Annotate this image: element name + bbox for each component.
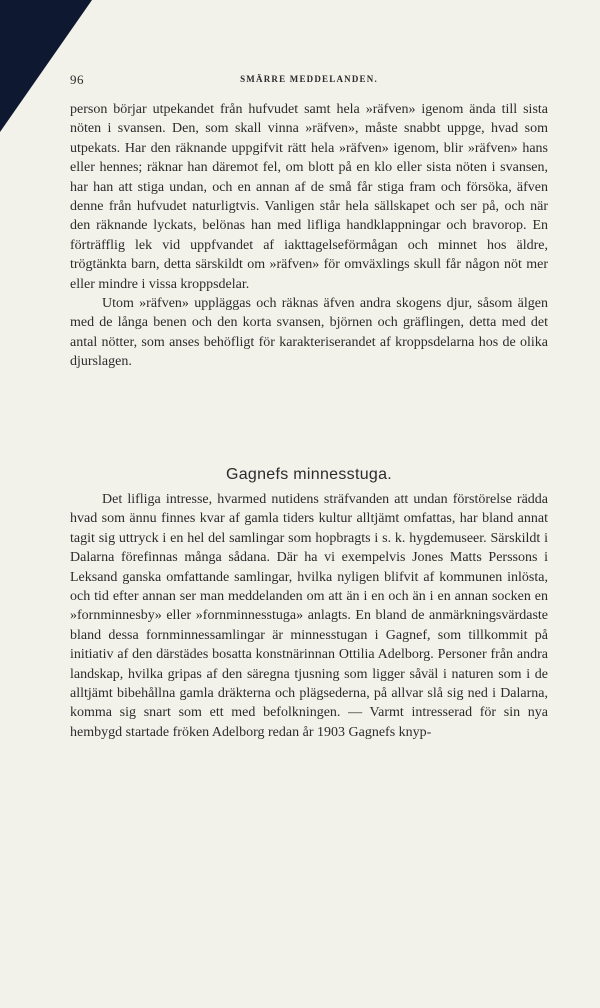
running-head: SMÄRRE MEDDELANDEN. bbox=[240, 74, 378, 84]
section-fox-game bbox=[70, 100, 548, 372]
page-number: 96 bbox=[70, 72, 84, 87]
section-gagnef bbox=[70, 490, 548, 742]
page-header bbox=[70, 72, 548, 90]
paragraph: person börjar utpekandet från hufvudet samt hela »räfven» igenom ända till sista nöten i svansen. Den, som skall vinna »räfven», måste snabbt uppge, hvad som utpekats. Har den räknande uppgifvit rätt hela »räfven» igenom, blir »räfven» hans eller hennes; räknar han däremot fel, om blott på en klo eller sista nöten i svansen, har han att stiga undan, och en annan af de små får stiga fram och försöka, äfven denne från hufvudet naturligtvis. Vanligen står hela sällskapet och ser på, och när den räknande lyckats, belönas han med lifliga handklappningar och bravorop. En förträfflig lek vid uppfvandet af iakttagelseförmågan och minnet hos äldre, trögtänkta barn, detta särskildt om »räfven» för omväxlings skull får någon nöt mer eller mindre i vissa kroppsdelar. bbox=[70, 102, 548, 292]
paragraph: Utom »räfven» uppläggas och räknas äfven andra skogens djur, såsom älgen med de långa benen och den korta svansen, björnen och gräflingen, detta med det antal nötter, som anses behöfligt för karakteriserandet af kroppsdelarna hos de olika djurslagen. bbox=[70, 296, 548, 370]
paragraph: Det lifliga intresse, hvarmed nutidens sträfvanden att undan förstörelse rädda hvad som ännu finnes kvar af gamla tiders kultur alltjämt omfattas, har bland annat tagit sig uttryck i en hel del samlingar som hopbragts i s. k. hygdemuseer. Särskildt i Dalarna förefinnas många sådana. Där ha vi exempelvis Jones Matts Perssons i Leksand ganska omfattande samlingar, hvilka nyligen blifvit af kommunen inlösta, och tid efter annan ser man meddelanden om att än i en och än i en annan socken en »fornminnesby» eller »fornminnesstuga» anlagts. En bland de anmärkningsvärdaste bland dessa fornminnessamlingar är minnesstugan i Gagnef, som tillkommit på initiativ af den därstädes bosatta konstnärinnan Ottilia Adelborg. Personer från andra landskap, hvilka gripas af den säregna tjusning som ligger såväl i naturen som i de alltjämt bibehållna gamla dräkterna och plägsederna, på allvar slå sig ned i Dalarna, komma sig snart som ett med befolkningen. — Varmt intresserad för sin nya hembygd startade fröken Adelborg redan år 1903 Gagnefs knyp- bbox=[70, 492, 548, 740]
section-heading: Gagnefs minnesstuga. bbox=[225, 466, 393, 483]
